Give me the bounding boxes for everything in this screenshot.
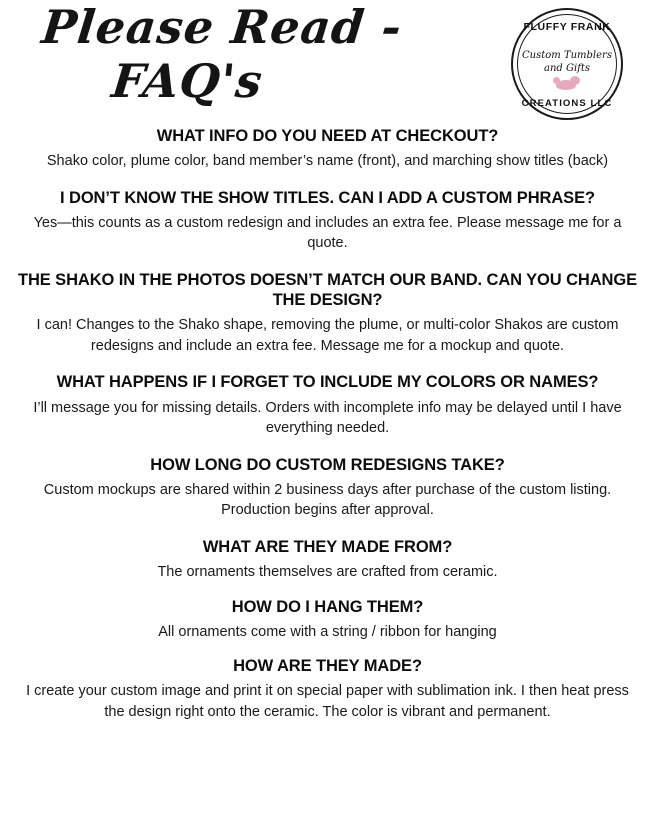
faq-item <box>12 126 643 172</box>
faq-question: WHAT HAPPENS IF I FORGET TO INCLUDE MY COLORS OR NAMES? <box>56 373 599 392</box>
faq-item <box>12 270 643 356</box>
logo-middle-text <box>511 50 623 75</box>
faq-answer: The ornaments themselves are crafted from ceramic. <box>157 564 498 581</box>
faq-answer: I create your custom image and print it on special paper with sublimation ink. I then heat press the design right onto the ceramic. The color is vibrant and permanent. <box>26 683 629 721</box>
faq-item <box>12 372 643 438</box>
faq-item <box>12 455 643 521</box>
faq-question: WHAT INFO DO YOU NEED AT CHECKOUT? <box>156 127 499 145</box>
faq-question: HOW DO I HANG THEM? <box>231 597 424 616</box>
logo-top-text: FLUFFY FRANK <box>523 21 611 33</box>
faq-question: HOW ARE THEY MADE? <box>233 657 422 676</box>
faq-list <box>0 126 655 723</box>
logo-middle-line-1: Custom Tumblers <box>522 50 612 61</box>
faq-answer: I’ll message you for missing details. Orders with incomplete info may be delayed until I have everything needed. <box>33 399 622 437</box>
brand-logo <box>511 8 623 120</box>
faq-answer: Shako color, plume color, band member’s name (front), and marching show titles (back) <box>46 153 609 170</box>
dog-icon-head <box>570 76 580 85</box>
faq-question: WHAT ARE THEY MADE FROM? <box>202 537 453 556</box>
faq-answer: Custom mockups are shared within 2 business days after purchase of the custom listing. Production begins after approval. <box>43 481 612 519</box>
faq-item <box>12 597 643 643</box>
faq-answer: All ornaments come with a string / ribbon for hanging <box>158 623 497 640</box>
page-title <box>39 0 442 108</box>
faq-item <box>12 188 643 254</box>
page-title-line-1: Please Read - <box>39 0 405 54</box>
faq-question: THE SHAKO IN THE PHOTOS DOESN’T MATCH OUR BAND. CAN YOU CHANGE THE DESIGN? <box>18 270 637 310</box>
faq-item <box>12 537 643 583</box>
page-title-line-2: FAQ's <box>109 54 266 108</box>
faq-item <box>12 656 643 722</box>
page-header <box>0 0 655 126</box>
dog-icon <box>552 74 582 94</box>
faq-question: I DON’T KNOW THE SHOW TITLES. CAN I ADD A CUSTOM PHRASE? <box>60 188 595 207</box>
logo-bottom-text: CREATIONS LLC <box>521 98 613 109</box>
logo-middle-line-2: and Gifts <box>543 62 591 74</box>
faq-answer: I can! Changes to the Shako shape, removing the plume, or multi-color Shakos are custom redesigns and include an extra fee. Message me for a mockup and quote. <box>36 317 619 354</box>
faq-question: HOW LONG DO CUSTOM REDESIGNS TAKE? <box>150 455 505 474</box>
faq-answer: Yes—this counts as a custom redesign and includes an extra fee. Please message me for a quote. <box>33 214 622 252</box>
